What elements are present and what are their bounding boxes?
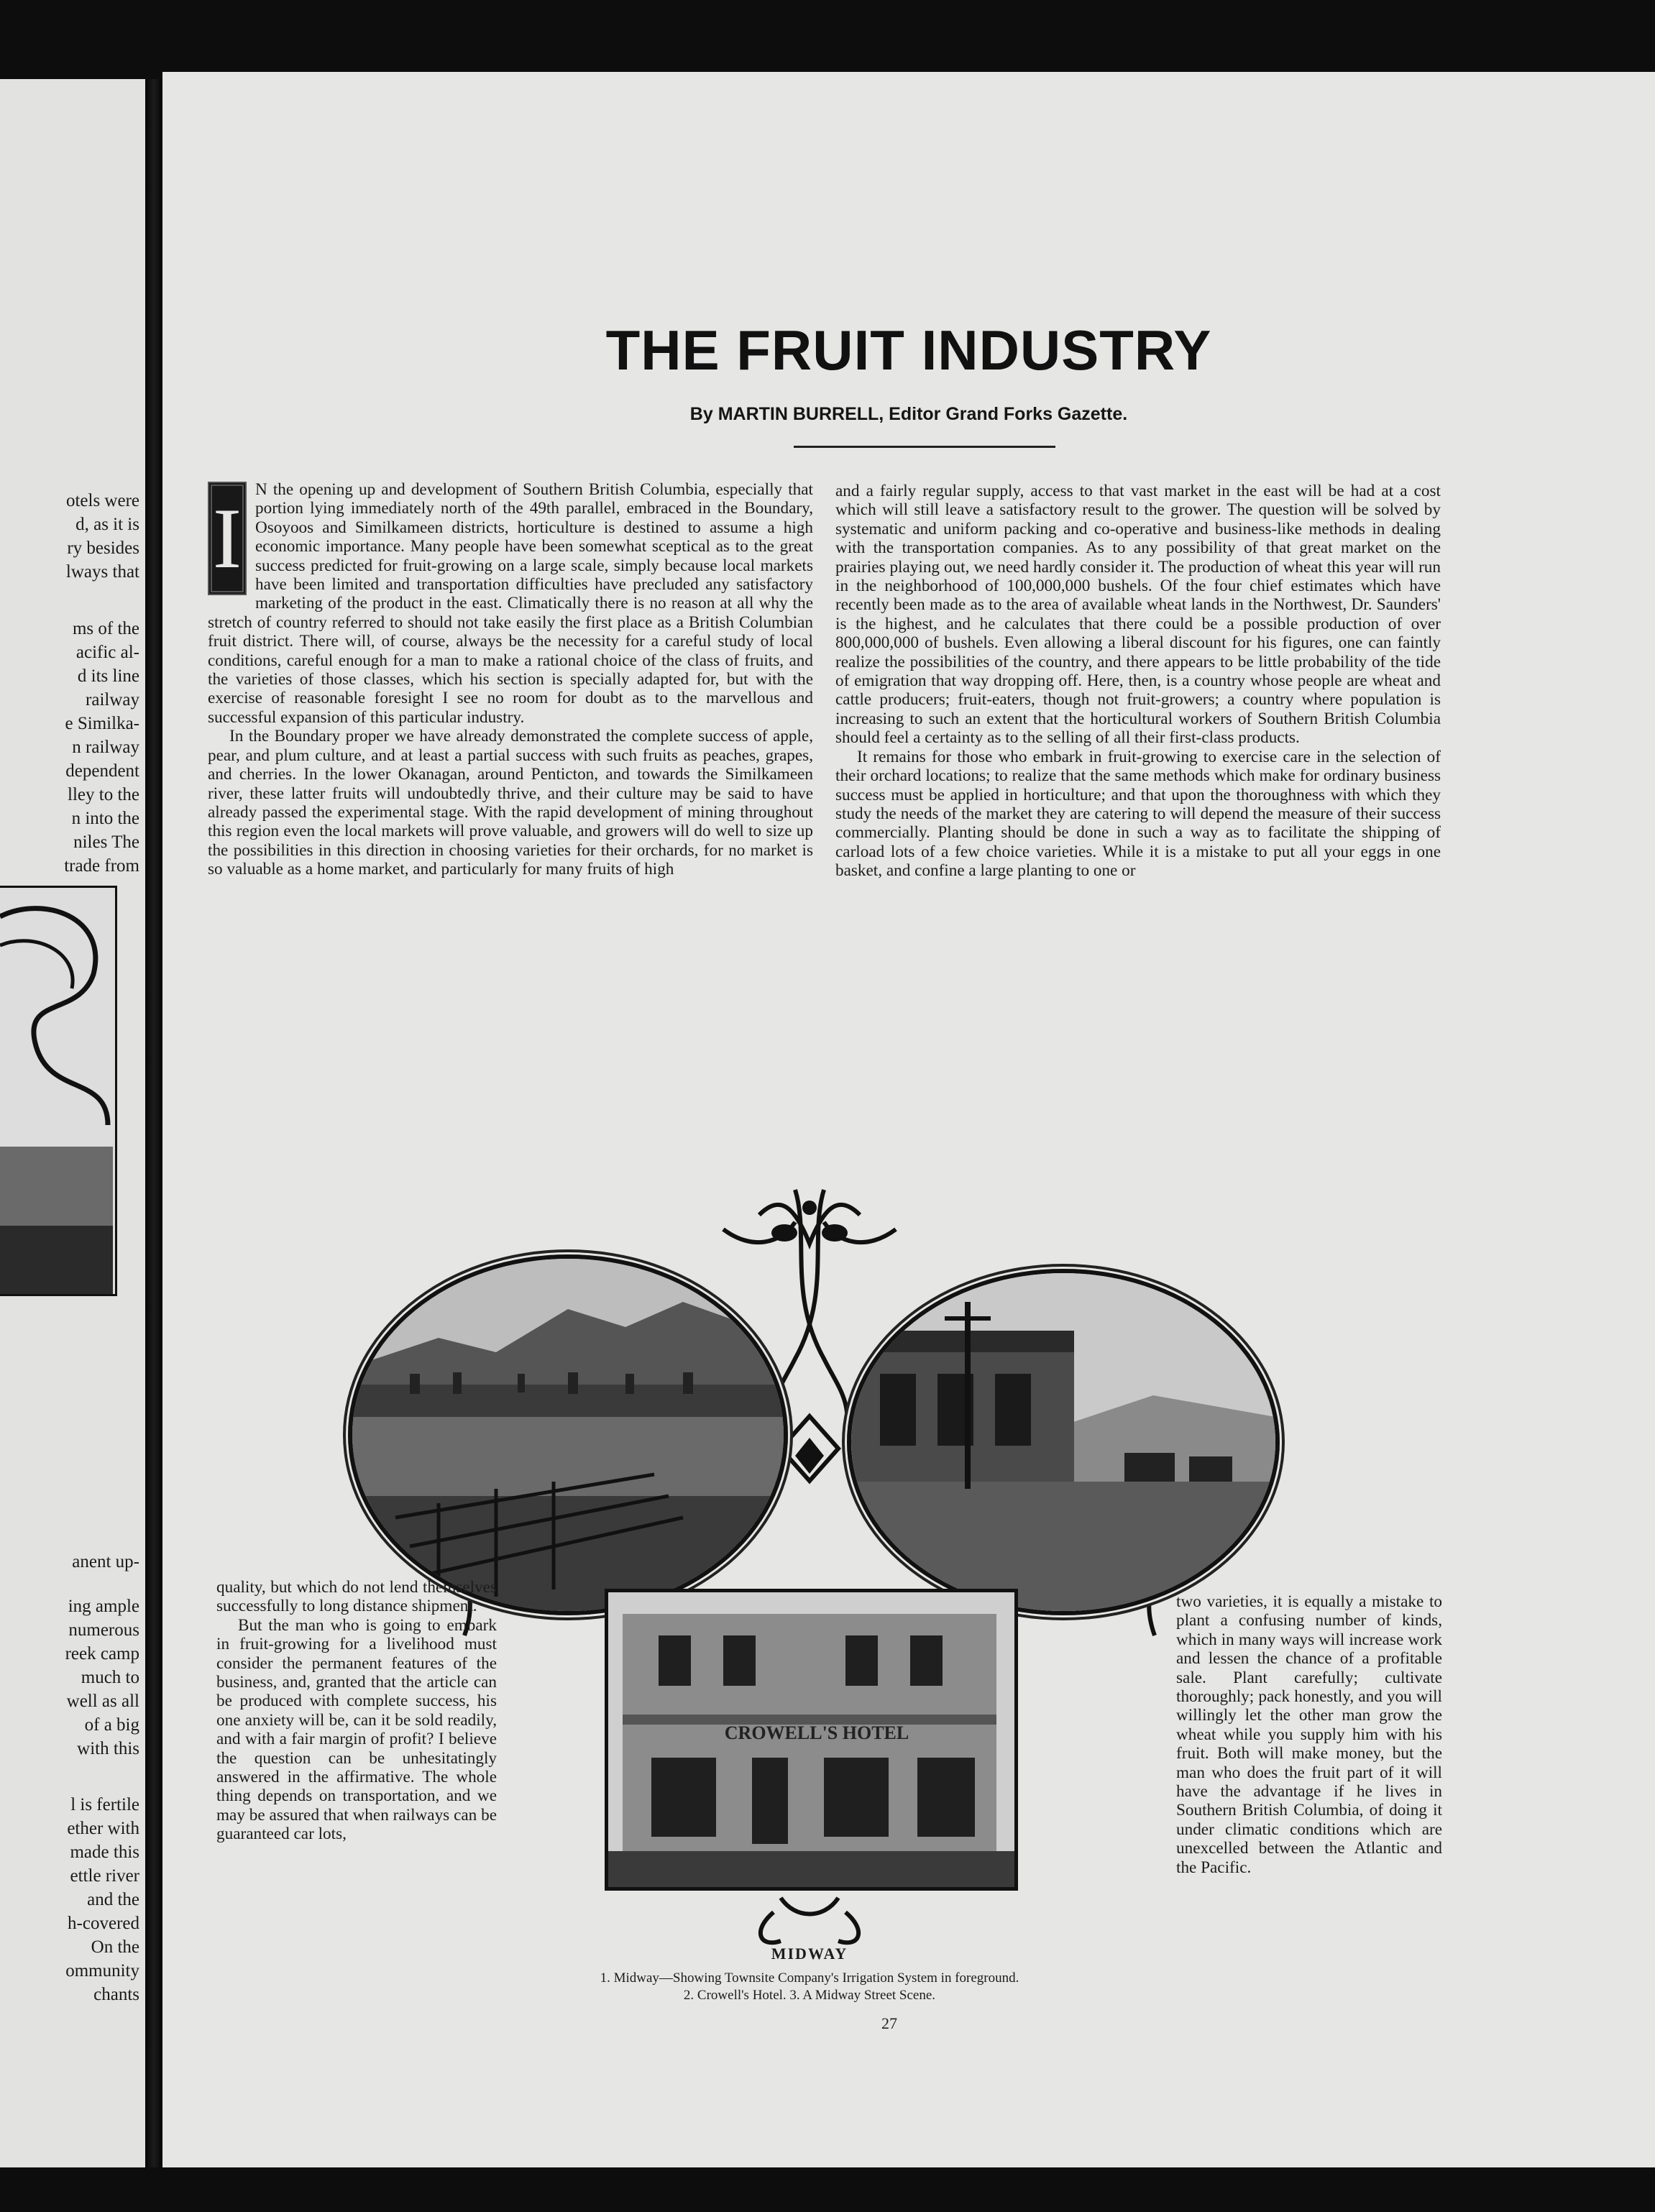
left-page-line: chants [93, 1985, 139, 2004]
left-page-line: d, as it is [75, 515, 139, 534]
left-page-line: and the [87, 1890, 139, 1909]
left-page-line: ry besides [67, 538, 139, 558]
paragraph: and a fairly regular supply, access to that vast market in the east will be had at a cost which will still leave a satisfactory result to the grower. The question will be solved by systematic and uniform packing and co-operative and business-like methods in dealing with the transportation companies. As to any possibility of that great market on the prairies playing out, we need hardly consider it. The production of wheat this year will run in the neighborhood of 100,000,000 bushels. Of the four chief estimates which have recently been made as to the area of available wheat lands in the Northwest, Dr. Saunders' is the highest, and he calculates that there could be a possible production of over 800,000,000 of bushels. Even allowing a liberal discount for his figures, one can faintly realize the possibilities of the country, and there appears to be little probability of the tide of emigration that way dropping off. Here, then, is a country whose people are wheat and cattle producers; fruit-eaters, though not fruit-growers; a country where population is increasing to such an extent that the horticultural workers of Southern British Columbia should feel a certainty as to the selling of all their first-class products. [835, 482, 1441, 748]
left-page-line: h-covered [68, 1914, 139, 1933]
left-page-line: numerous [68, 1620, 139, 1640]
left-page-line: ms of the [72, 619, 139, 638]
photo-hotel-building [608, 1592, 1014, 1887]
left-page-line: dependent [65, 761, 139, 781]
paragraph: quality, but which do not lend themselves successfully to long distance shipment. [216, 1578, 497, 1616]
left-page-line: On the [91, 1937, 139, 1957]
left-page-line: l is fertile [70, 1795, 139, 1814]
left-page-fragment [0, 79, 145, 2167]
left-page-line: acific al- [75, 643, 139, 662]
photo-street-scene [851, 1273, 1275, 1611]
left-page-line: n railway [72, 738, 139, 757]
drop-cap: I [208, 482, 247, 595]
left-page-line: ommunity [65, 1961, 139, 1981]
article-byline: By MARTIN BURRELL, Editor Grand Forks Gazette. [689, 404, 1128, 424]
paragraph: N the opening up and development of Southern British Columbia, especially that portion lying immediately north of the 49th parallel, embraced in the Boundary, Osoyoos and Similkameen districts, horticulture is destined to assume a high economic importance. Many people have been somewhat sceptical as to the great success predicted for fruit-growing on a large scale, simply because local markets have been limited and transportation difficulties have precluded any satisfactory marketing of the product in the east. Climatically there is no reason at all why the stretch of country referred to should not take easily the first place as a British Columbian fruit district. There will, of course, always be the necessity for a careful study of local conditions, careful enough for a man to make a rational choice of the class of fruits, and the varieties of those classes, which his section is specially adapted for, but with the exercise of reasonable foresight I see no room for doubt as to the marvellous and successful expansion of this particular industry. [208, 480, 813, 727]
photo-landscape-irrigation [352, 1259, 784, 1611]
left-page-line: reek camp [65, 1644, 139, 1663]
left-page-line: ettle river [70, 1866, 139, 1886]
left-page-line: otels were [65, 491, 139, 510]
left-page-text-lower-b [65, 1594, 139, 1761]
photo-crowells-hotel [605, 1589, 1018, 1891]
photo-midway-irrigation [348, 1254, 788, 1615]
left-page-line: ing ample [68, 1597, 139, 1616]
article-column-3 [216, 1578, 497, 1844]
left-page-line: made this [70, 1842, 139, 1862]
caption-line-1: 1. Midway—Showing Townsite Company's Irrigation System in foreground. [600, 1970, 1019, 1986]
magazine-page [162, 72, 1655, 2167]
left-page-line: ether with [67, 1819, 139, 1838]
article-title: THE FRUIT INDUSTRY [605, 318, 1212, 382]
left-page-line: with this [77, 1739, 139, 1758]
caption-line-2: 2. Crowell's Hotel. 3. A Midway Street Scene. [683, 1988, 936, 2003]
article-column-4 [1176, 1592, 1442, 1877]
left-page-line: trade from [64, 856, 139, 876]
left-page-ornament [0, 888, 113, 1294]
left-page-text-middle [64, 617, 139, 878]
left-page-line: of a big [84, 1715, 139, 1735]
left-page-ornament-frame [0, 886, 117, 1296]
left-page-line: d its line [77, 666, 139, 686]
book-gutter [145, 79, 162, 2167]
left-page-line: lley to the [68, 785, 139, 804]
paragraph: In the Boundary proper we have already demonstrated the complete success of apple, pear, and plum culture, and at least a partial success with such fruits as peaches, grapes, and cherries. In the lower Okanagan, around Penticton, and towards the Similkameen river, these latter fruits will undoubtedly thrive, and their culture may be said to have already passed the experimental stage. With the rapid development of mining throughout this region even the local markets will prove valuable, and growers will do well to size up the possibilities in this direction in choosing varieties for their orchards, for no market is so valuable as a home market, and particularly for many fruits of high [208, 727, 813, 879]
left-page-line: niles The [73, 832, 139, 852]
left-page-line: much to [81, 1668, 139, 1687]
left-page-line: anent up- [72, 1552, 139, 1571]
left-page-text-lower-a [72, 1550, 139, 1574]
left-page-text-top [66, 489, 139, 584]
photo-midway-street [847, 1269, 1280, 1615]
left-page-line: e Similka- [65, 714, 139, 733]
left-page-line: lways that [65, 562, 139, 582]
paragraph: two varieties, it is equally a mistake to plant a confusing number of kinds, which in many ways will increase work and lessen the chance of a profitable sale. Plant carefully; cultivate thoroughly; pack honestly, and you will willingly let the other man grow the wheat while you supply him with his fruit. Both will make money, but the man who does the fruit part of it will have the advantage if he lives in Southern British Columbia, of doing it under climatic conditions which are unexcelled between the Atlantic and the Pacific. [1176, 1592, 1442, 1877]
page-number: 27 [881, 2014, 897, 2032]
caption-title: MIDWAY [771, 1945, 848, 1963]
hotel-sign: CROWELL'S HOTEL [724, 1722, 909, 1743]
left-page-line: railway [86, 690, 139, 710]
left-page-line: n into the [71, 809, 139, 828]
left-page-line: well as all [66, 1692, 139, 1711]
left-page-text-lower-c [65, 1793, 139, 2006]
paragraph: It remains for those who embark in fruit-growing to exercise care in the selection of their orchard locations; to realize that the same methods which make for ordinary business success must be applied in horticulture; and that upon the thoroughness with which they study the needs of the market they are catering to will depend the measure of their success commercially. Planting should be done in such a way as to facilitate the shipping of carload lots of a few choice varieties. While it is a mistake to put all your eggs in one basket, and confine a large planting to one or [835, 747, 1441, 881]
paragraph: But the man who is going to embark in fruit-growing for a livelihood must consider the permanent features of the business, and, granted that the article can be produced with complete success, his one anxiety will be, can it be sold readily, and with a fair margin of profit? I believe the question can be unhesitatingly answered in the affirmative. The whole thing depends on transportation, and we may be assured that when railways can be guaranteed car lots, [216, 1615, 497, 1844]
